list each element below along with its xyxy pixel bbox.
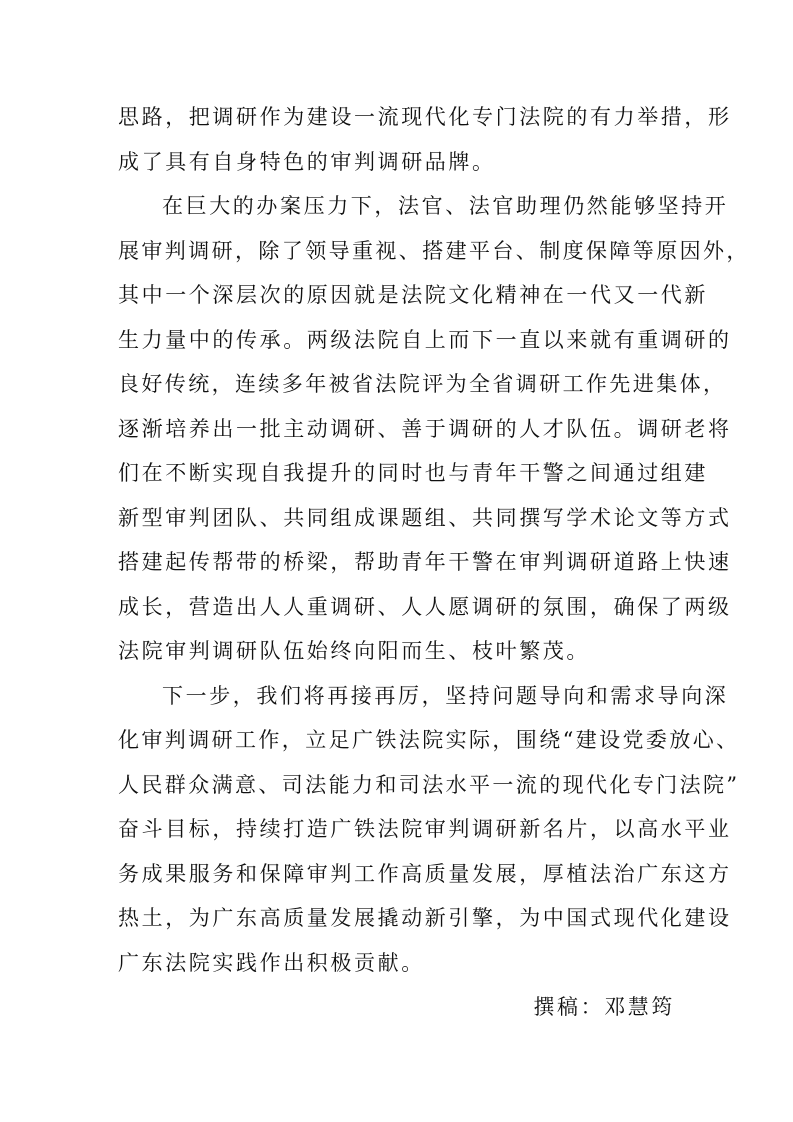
- text-line-2: 成了具有自身特色的审判调研品牌。: [118, 150, 496, 174]
- text-line-15: 化审判调研工作，立足广铁法院实际，围绕“建设党委放心、: [118, 728, 740, 752]
- text-line-18: 务成果服务和保障审判工作高质量发展，厚植法治广东这方: [118, 862, 732, 886]
- text-line-5: 其中一个深层次的原因就是法院文化精神在一代又一代新: [118, 283, 708, 307]
- text-line-1: 思路，把调研作为建设一流现代化专门法院的有力举措，形: [118, 105, 732, 129]
- text-line-4: 展审判调研，除了领导重视、搭建平台、制度保障等原因外，: [118, 239, 750, 263]
- text-line-17: 奋斗目标，持续打造广铁法院审判调研新名片，以高水平业: [118, 817, 732, 841]
- text-line-20: 广东法院实践作出积极贡献。: [118, 951, 425, 975]
- text-line-10: 新型审判团队、共同组成课题组、共同撰写学术论文等方式: [118, 506, 732, 530]
- text-line-9: 们在不断实现自我提升的同时也与青年干警之间通过组建: [118, 461, 708, 485]
- text-line-8: 逐渐培养出一批主动调研、善于调研的人才队伍。调研老将: [118, 417, 732, 441]
- text-line-7: 良好传统，连续多年被省法院评为全省调研工作先进集体，: [118, 372, 727, 396]
- text-line-13: 法院审判调研队伍始终向阳而生、枝叶繁茂。: [118, 639, 590, 663]
- text-line-16: 人民群众满意、司法能力和司法水平一流的现代化专门法院”: [118, 773, 740, 797]
- text-line-6: 生力量中的传承。两级法院自上而下一直以来就有重调研的: [118, 328, 732, 352]
- byline: 撰稿：邓慧筠: [533, 995, 675, 1019]
- text-line-19: 热土，为广东高质量发展撬动新引擎，为中国式现代化建设: [118, 906, 732, 930]
- text-line-3: 在巨大的办案压力下，法官、法官助理仍然能够坚持开: [162, 194, 729, 218]
- text-line-11: 搭建起传帮带的桥梁，帮助青年干警在审判调研道路上快速: [118, 550, 732, 574]
- text-line-14: 下一步，我们将再接再厉，坚持问题导向和需求导向深: [162, 684, 729, 708]
- text-line-12: 成长，营造出人人重调研、人人愿调研的氛围，确保了两级: [118, 595, 732, 619]
